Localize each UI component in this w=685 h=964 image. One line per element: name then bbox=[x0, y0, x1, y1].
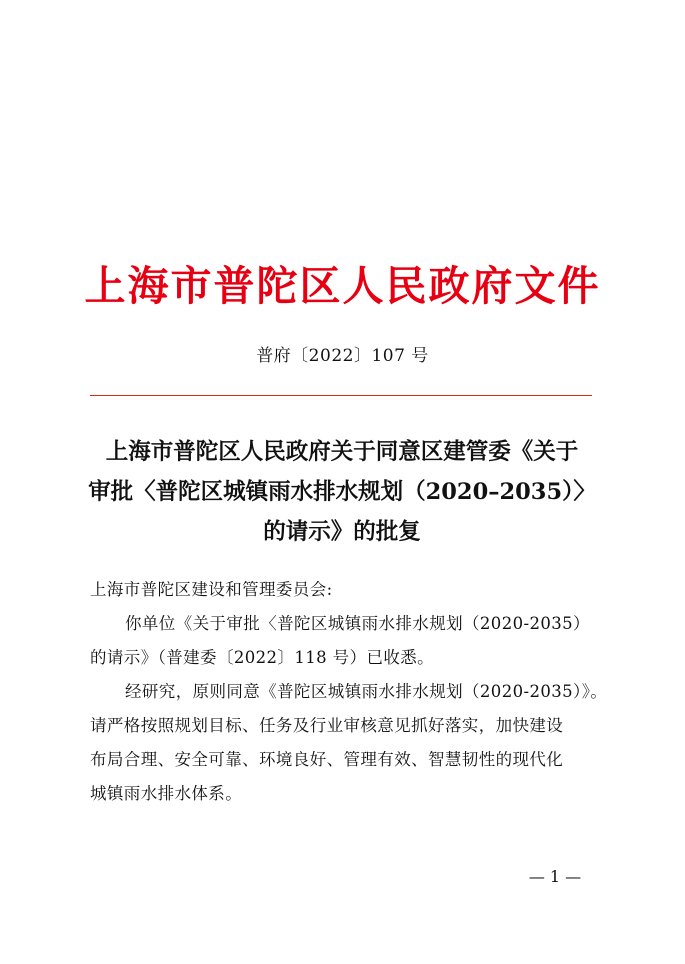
title-line: 上海市普陀区人民政府关于同意区建管委《关于 bbox=[105, 439, 579, 465]
document-title bbox=[82, 432, 602, 552]
page-number: — 1 — bbox=[528, 867, 582, 886]
body-line: 城镇雨水排水体系。 bbox=[90, 784, 243, 803]
body-line: 你单位《关于审批〈普陀区城镇雨水排水规划（2020-2035） bbox=[125, 614, 590, 633]
red-divider-rule bbox=[90, 395, 592, 396]
document-body bbox=[90, 573, 608, 811]
issuer-header: 上海市普陀区人民政府文件 bbox=[84, 262, 601, 310]
body-line: 布局合理、安全可靠、环境良好、管理有效、智慧韧性的现代化 bbox=[90, 750, 564, 769]
title-line: 审批〈普陀区城镇雨水排水规划（2020–2035）〉 bbox=[88, 479, 596, 505]
body-line: 请严格按照规划目标、任务及行业审核意见抓好落实，加快建设 bbox=[90, 716, 564, 735]
body-line: 经研究，原则同意《普陀区城镇雨水排水规划（2020-2035）》。 bbox=[125, 682, 608, 701]
document-number: 普府〔2022〕107 号 bbox=[256, 346, 429, 366]
body-line: 的请示》（普建委〔2022〕118 号）已收悉。 bbox=[90, 648, 435, 667]
title-line: 的请示》的批复 bbox=[263, 519, 421, 545]
salutation: 上海市普陀区建设和管理委员会: bbox=[90, 580, 333, 599]
